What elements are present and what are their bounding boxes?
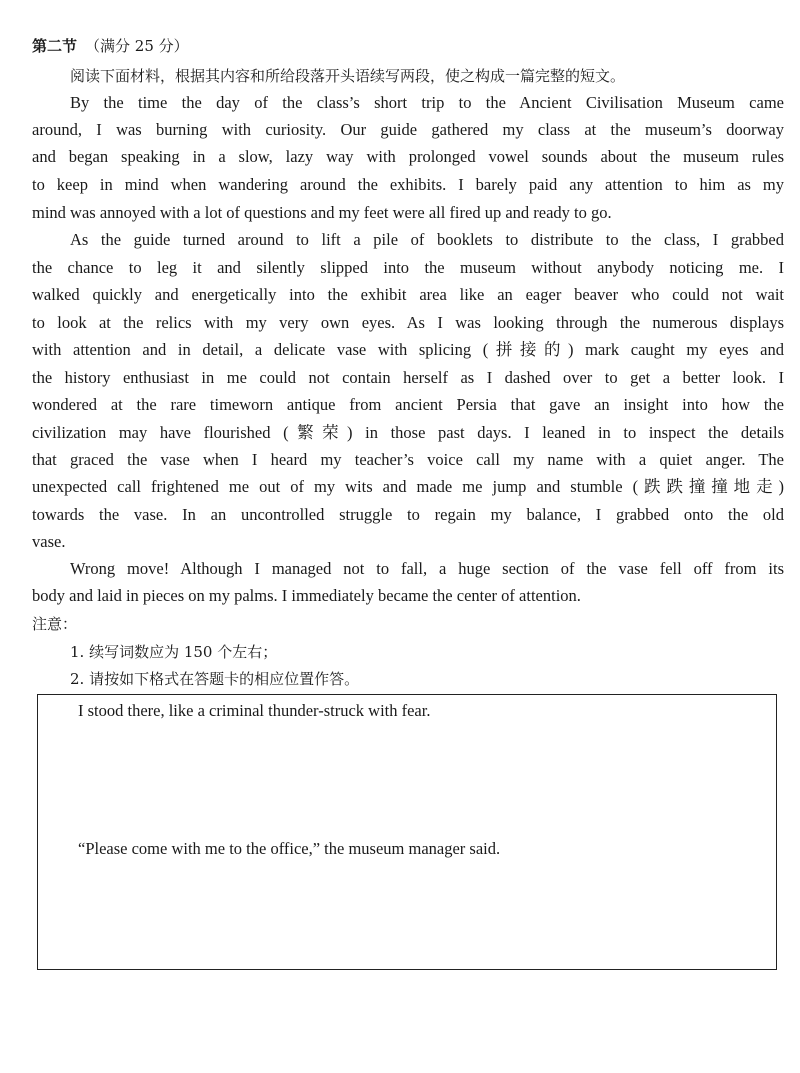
passage-line: to keep in mind when wandering around the exhibits. I barely paid any attention to him as my xyxy=(32,175,784,194)
passage-line: As the guide turned around to lift a pile of booklets to distribute to the class, I grabbed xyxy=(70,230,784,249)
notes-title: 注意： xyxy=(32,615,78,633)
answer-box xyxy=(37,694,777,970)
section-heading xyxy=(32,36,784,56)
passage-line: and began speaking in a slow, lazy way with prolonged vowel sounds about the museum rules xyxy=(32,147,784,166)
passage-line: body and laid in pieces on my palms. I immediately became the center of attention. xyxy=(32,586,581,605)
passage-line: Wrong move! Although I managed not to fall, a huge section of the vase fell off from its xyxy=(70,559,784,578)
passage-line: towards the vase. In an uncontrolled struggle to regain my balance, I grabbed onto the old xyxy=(32,505,784,524)
paragraph2-opening: “Please come with me to the office,” the museum manager said. xyxy=(78,839,501,858)
passage-line: unexpected call frightened me out of my wits and made me jump and stumble (跌跌撞撞地走) xyxy=(32,477,784,496)
task-instruction: 阅读下面材料，根据其内容和所给段落开头语续写两段，使之构成一篇完整的短文。 xyxy=(70,67,626,85)
passage-line: vase. xyxy=(32,532,66,551)
passage-line: with attention and in detail, a delicate vase with splicing (拼接的) mark caught my eyes and xyxy=(32,340,784,359)
passage-line: that graced the vase when I heard my teacher’s voice call my name with a quiet anger. The xyxy=(32,450,784,469)
passage-line: By the time the day of the class’s short trip to the Ancient Civilisation Museum came xyxy=(70,93,784,112)
note-item: 1. 续写词数应为 150 个左右； xyxy=(70,643,278,661)
passage-line: wondered at the rare timeworn antique from ancient Persia that gave an insight into how the xyxy=(32,395,784,414)
passage-line: to look at the relics with my very own eyes. As I was looking through the numerous displays xyxy=(32,313,784,332)
paragraph1-opening: I stood there, like a criminal thunder-struck with fear. xyxy=(78,701,431,720)
passage-line: mind was annoyed with a lot of questions and my feet were all fired up and ready to go. xyxy=(32,203,612,222)
passage-line: the chance to leg it and silently slipped into the museum without anybody noticing me. I xyxy=(32,258,784,277)
passage-line: civilization may have flourished (繁荣) in those past days. I leaned in to inspect the details xyxy=(32,423,784,442)
note-item: 2. 请按如下格式在答题卡的相应位置作答。 xyxy=(70,670,360,688)
section-title: 第二节 xyxy=(32,37,78,55)
passage-line: walked quickly and energetically into the exhibit area like an eager beaver who could not wait xyxy=(32,285,784,304)
passage-line: the history enthusiast in me could not contain herself as I dashed over to get a better look. I xyxy=(32,368,784,387)
section-score: （满分 25 分） xyxy=(85,37,189,55)
passage-line: around, I was burning with curiosity. Our guide gathered my class at the museum’s doorway xyxy=(32,120,784,139)
